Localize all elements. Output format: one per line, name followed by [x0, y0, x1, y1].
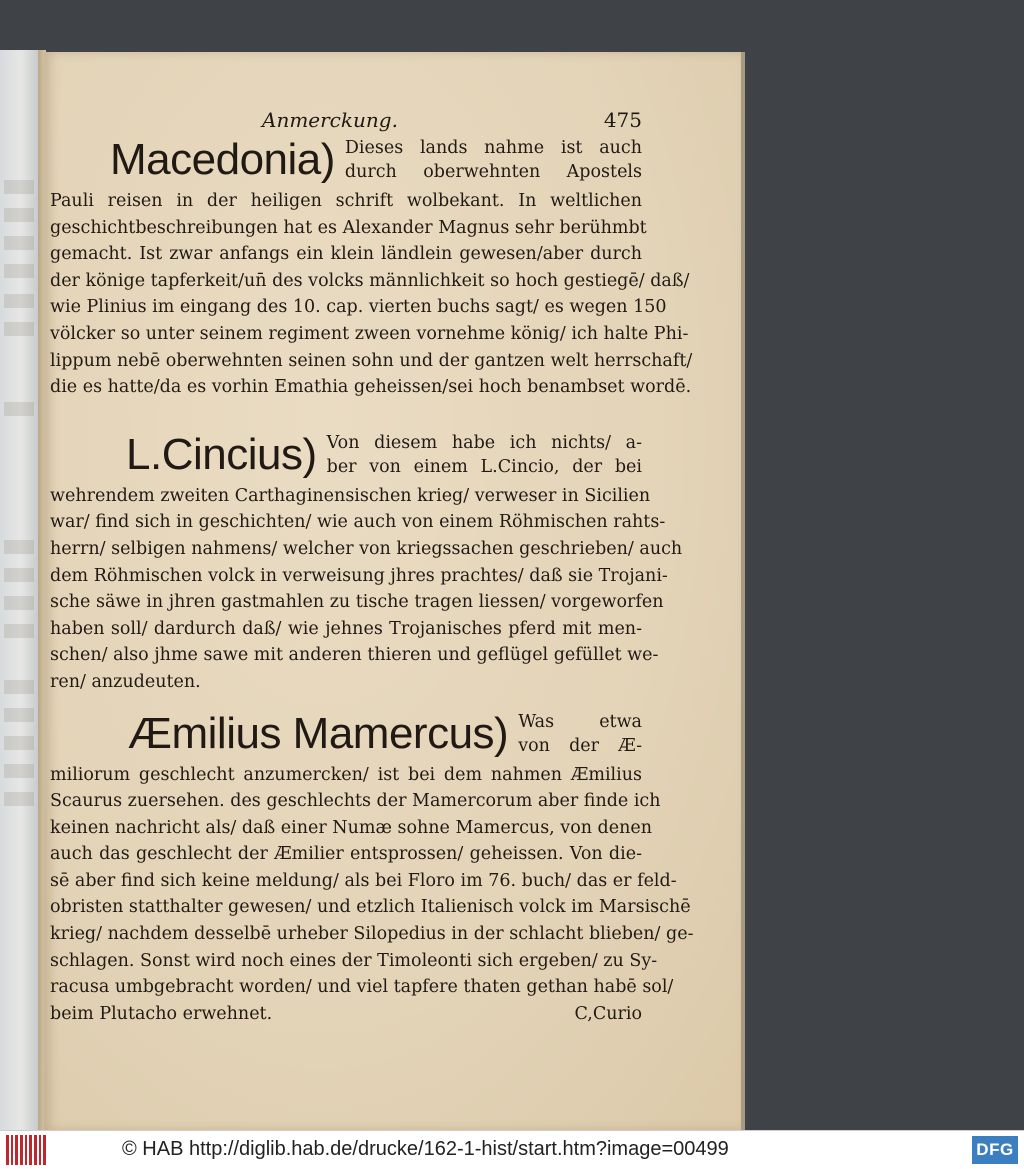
text-line: die es hatte/da es vorhin Emathia geheissen/sei hoch benambset wordē.	[50, 377, 692, 398]
facing-page-strip	[0, 50, 38, 1130]
text-line: racusa umbgebracht worden/ und viel tapfere thaten gethan habē sol/	[50, 977, 674, 998]
text-line: ber von einem L.Cincio, der bei	[326, 456, 642, 477]
text-line: keinen nachricht als/ daß einer Numæ sohne Mamercus, von denen	[50, 817, 653, 838]
text-line: völcker so unter seinem regiment zween vornehme könig/ ich halte Phi-	[50, 323, 689, 344]
text-line: ren/ anzudeuten.	[50, 671, 201, 692]
catchword: C,Curio	[574, 1003, 642, 1024]
entry-body	[50, 188, 693, 401]
text-line: Was etwa	[518, 711, 642, 732]
lemma-heading: Æmilius Mamercus)	[128, 708, 509, 758]
lemma-row	[50, 706, 642, 762]
text-line: wehrendem zweiten Carthaginensischen krieg/ verweser in Sicilien	[50, 485, 651, 506]
text-line: lippum nebē oberwehnten seinen sohn und der gantzen welt herrschaft/	[50, 350, 693, 371]
lemma-side-text	[317, 427, 642, 479]
text-line: schlagen. Sonst wird noch eines der Timoleonti sich ergeben/ zu Sy-	[50, 950, 658, 971]
text-line: geschichtbeschreibungen hat es Alexander Magnus sehr berühmbt	[50, 217, 647, 238]
text-line: gemacht. Ist zwar anfangs ein klein ländlein gewesen/aber durch	[50, 244, 642, 265]
lemma-row	[50, 132, 642, 188]
entry-cincius	[50, 427, 683, 696]
page-number: 475	[603, 108, 642, 132]
text-line: krieg/ nachdem desselbē urheber Silopedius in der schlacht blieben/ ge-	[50, 924, 694, 945]
text-line: der könige tapferkeit/un̄ des volcks männlichkeit so hoch gestiegē/ daß/	[50, 270, 690, 291]
page-text-block	[50, 108, 694, 1027]
text-line: dem Röhmischen volck in verweisung jhres prachtes/ daß sie Trojani-	[50, 565, 668, 586]
dfg-logo-icon[interactable]: DFG	[972, 1136, 1018, 1164]
book-page	[44, 52, 741, 1130]
text-line: Pauli reisen in der heiligen schrift wolbekant. In weltlichen	[50, 191, 642, 211]
text-line: herrn/ selbigen nahmens/ welcher von kriegssachen geschrieben/ auch	[50, 538, 683, 559]
text-line: sche säwe in jhren gastmahlen zu tische tragen liessen/ vorgeworfen	[50, 592, 664, 613]
copyright-link[interactable]: © HAB http://diglib.hab.de/drucke/162-1-hist/start.htm?image=00499	[122, 1138, 729, 1160]
text-line: wie Plinius im eingang des 10. cap. vierten buchs sagt/ es wegen 150	[50, 297, 667, 318]
text-line: schen/ also jhme sawe mit anderen thieren und geflügel gefüllet we-	[50, 645, 659, 666]
lemma-heading: L.Cincius)	[126, 429, 317, 479]
text-line: sē aber find sich keine meldung/ als bei Floro im 76. buch/ das er feld-	[50, 870, 677, 891]
text-line: war/ find sich in geschichten/ wie auch von einem Röhmischen rahts-	[50, 512, 666, 533]
running-head: Anmerckung.	[262, 108, 398, 132]
lemma-row	[50, 427, 642, 483]
final-line	[50, 1001, 642, 1028]
page-edge	[741, 52, 745, 1130]
text-line: miliorum geschlecht anzumercken/ ist bei dem nahmen Æmilius	[50, 764, 642, 785]
text-line: Scaurus zuersehen. des geschlechts der Mamercorum aber finde ich	[50, 791, 661, 812]
lemma-heading: Macedonia)	[110, 135, 335, 184]
lemma-side-text	[335, 132, 642, 184]
text-line: obristen statthalter gewesen/ und etzlich Italienisch volck im Marsischē	[50, 897, 691, 918]
text-line: durch oberwehnten Apostels	[344, 162, 642, 182]
text-line: von der Æ-	[518, 735, 642, 756]
lemma-side-text	[508, 706, 642, 758]
text-line: haben soll/ dardurch daß/ wie jehnes Trojanisches pferd mit men-	[50, 618, 642, 639]
entry-body	[50, 483, 683, 696]
hab-barcode-logo-icon	[6, 1135, 46, 1165]
footer-bar	[0, 1130, 1024, 1169]
text-line: Von diesem habe ich nichts/ a-	[326, 432, 642, 453]
entry-aemilius-mamercus	[50, 706, 694, 1028]
entry-body	[50, 762, 694, 1028]
text-line: auch das geschlecht der Æmilier entsprossen/ geheissen. Von die-	[50, 844, 642, 865]
text-line: Dieses lands nahme ist auch	[344, 138, 642, 158]
text-line: beim Plutacho erwehnet.	[50, 1003, 273, 1024]
entry-macedonia	[50, 132, 693, 401]
